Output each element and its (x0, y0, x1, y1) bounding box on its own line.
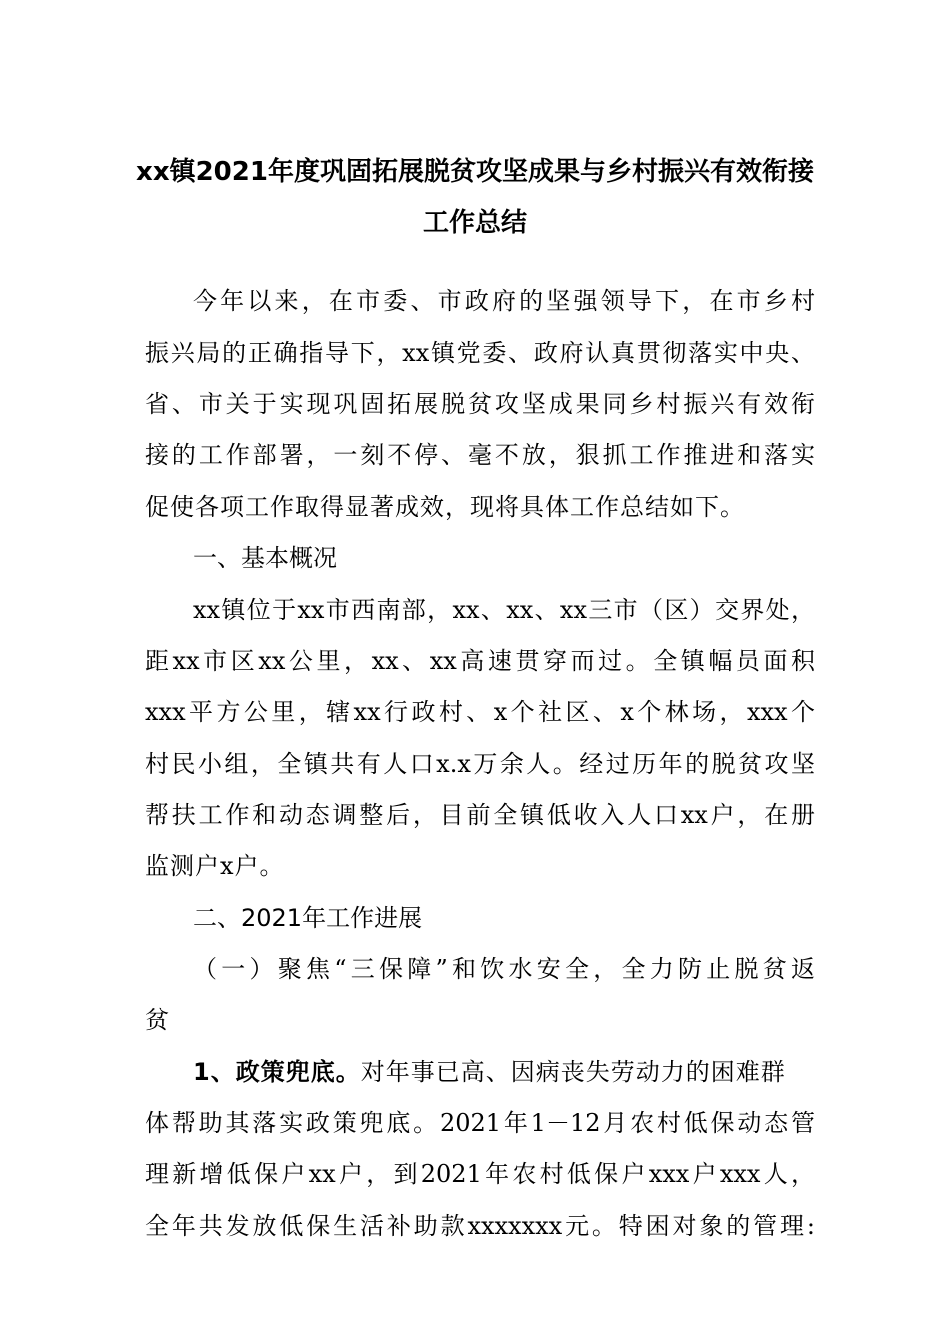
section-1-line-1: xx镇位于xx市西南部，xx、xx、xx三市（区）交界处， (193, 596, 815, 624)
section-2-heading: 二、2021年工作进展 (193, 904, 423, 932)
section-1-heading: 一、基本概况 (193, 544, 337, 572)
section-1-line-6: 监测户x户。 (145, 852, 285, 880)
section-1-line-3: xxx平方公里，辖xx行政村、x个社区、x个林场，xxx个 (145, 698, 815, 726)
intro-line-3: 省、市关于实现巩固拓展脱贫攻坚成果同乡村振兴有效衔 (145, 390, 815, 418)
item-1-line-1 (193, 1057, 815, 1087)
item-1-line-3: 理新增低保户xx户，到2021年农村低保户xxx户xxx人， (145, 1160, 815, 1188)
item-1-line-4: 全年共发放低保生活补助款xxxxxxx元。特困对象的管理: (145, 1212, 815, 1240)
section-1-line-2: 距xx市区xx公里，xx、xx高速贯穿而过。全镇幅员面积 (145, 647, 815, 675)
item-1-line-2: 体帮助其落实政策兜底。2021年1－12月农村低保动态管 (145, 1109, 815, 1137)
section-1-line-4: 村民小组，全镇共有人口x.x万余人。经过历年的脱贫攻坚 (145, 750, 815, 778)
subsection-1-line-1: （一）聚焦“三保障”和饮水安全，全力防止脱贫返 (193, 955, 815, 983)
item-1-label: 1、政策兜底。 (193, 1058, 361, 1086)
section-1-line-5: 帮扶工作和动态调整后，目前全镇低收入人口xx户，在册 (145, 801, 815, 829)
document-title-line-2: 工作总结 (422, 208, 527, 238)
document-title-line-1: xx镇2021年度巩固拓展脱贫攻坚成果与乡村振兴有效衔接 (136, 157, 814, 187)
subsection-1-line-2: 贫 (145, 1006, 170, 1034)
intro-line-2: 振兴局的正确指导下，xx镇党委、政府认真贯彻落实中央、 (145, 339, 815, 367)
intro-line-5: 促使各项工作取得显著成效，现将具体工作总结如下。 (145, 493, 745, 521)
intro-line-4: 接的工作部署，一刻不停、毫不放，狠抓工作推进和落实 (145, 441, 815, 469)
intro-line-1: 今年以来，在市委、市政府的坚强领导下，在市乡村 (193, 287, 815, 315)
item-1-first-text: 对年事已高、因病丧失劳动力的困难群 (360, 1058, 786, 1086)
